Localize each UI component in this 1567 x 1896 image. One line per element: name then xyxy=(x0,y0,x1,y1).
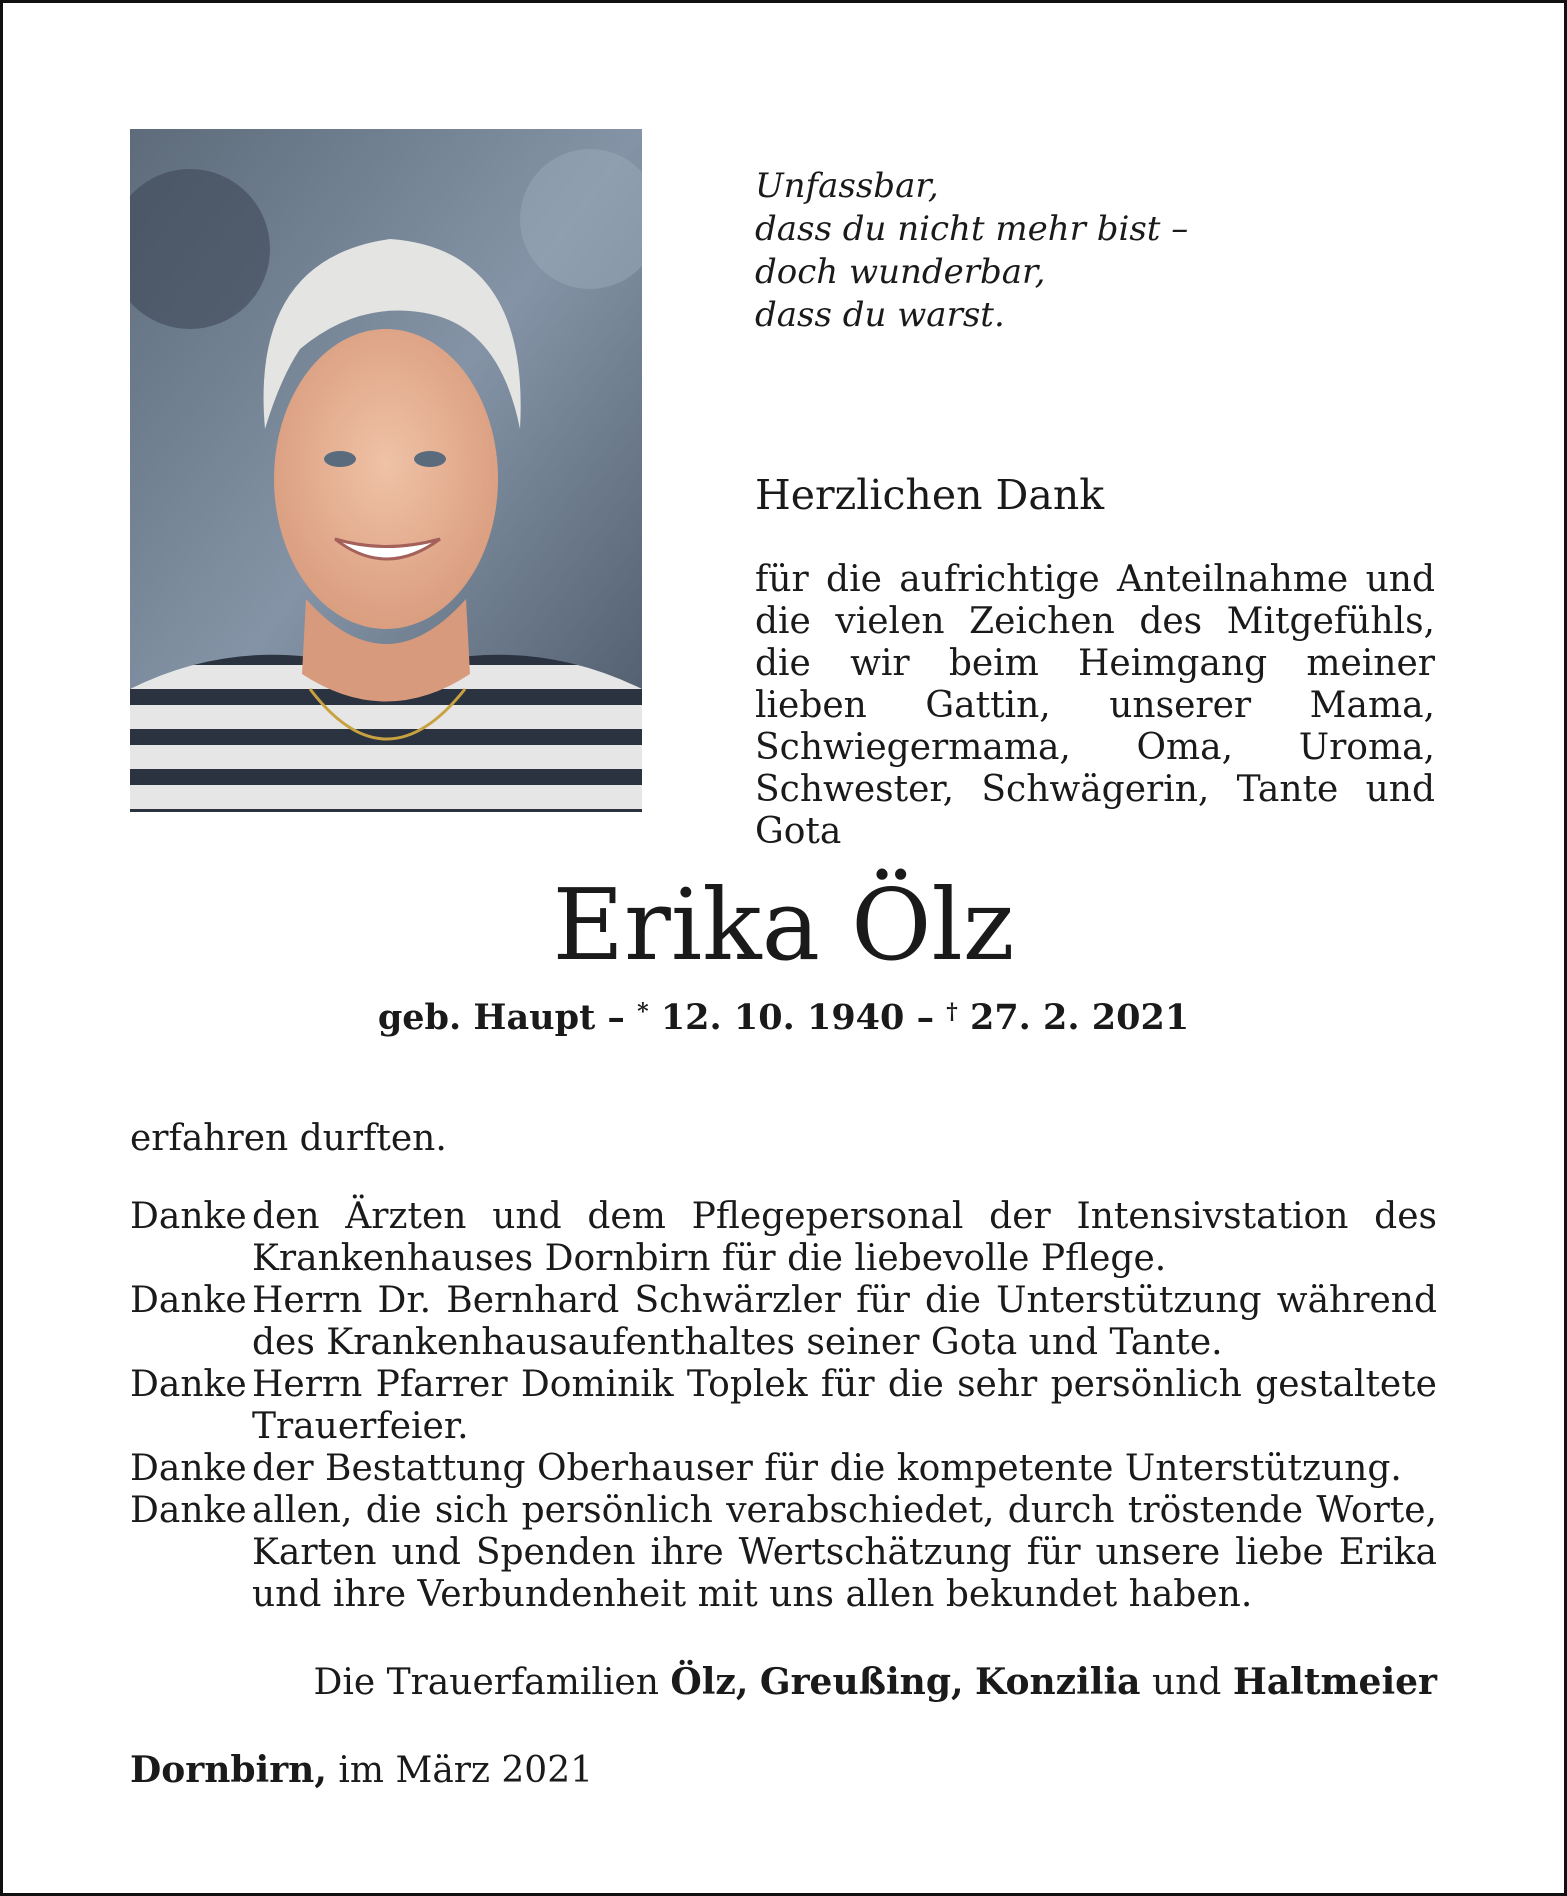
poem-line: Unfassbar, xyxy=(755,166,939,206)
maiden-name: geb. Haupt xyxy=(377,997,596,1038)
danke-text: Herrn Dr. Bernhard Schwärzler für die Unterstützung während des Krankenhausaufenthaltes seiner Gota und Tante. xyxy=(252,1280,1437,1363)
family-name: Konzilia xyxy=(975,1661,1141,1703)
danke-text: der Bestattung Oberhauser für die kompetente Unterstützung. xyxy=(252,1448,1402,1489)
continuation-text: erfahren durften. xyxy=(130,1118,447,1159)
danke-label: Danke xyxy=(130,1196,247,1237)
date-separator: – xyxy=(916,997,935,1038)
place-date: im März 2021 xyxy=(338,1750,594,1791)
poem-line: doch wunderbar, xyxy=(755,252,1046,292)
place-city: Dornbirn, xyxy=(130,1749,327,1791)
list-item xyxy=(130,1364,1437,1448)
poem-line: dass du nicht mehr bist – xyxy=(755,209,1189,249)
danke-label: Danke xyxy=(130,1364,247,1405)
birth-date: 12. 10. 1940 xyxy=(660,997,905,1038)
danke-text: den Ärzten und dem Pflegepersonal der Intensivstation des Krankenhauses Dornbirn für die liebevolle Pflege. xyxy=(252,1196,1437,1279)
birth-symbol: * xyxy=(637,999,649,1025)
list-item xyxy=(130,1490,1437,1616)
families-conjunction: und xyxy=(1151,1662,1222,1703)
thanks-intro-text: für die aufrichtige Anteilnahme und die vielen Zeichen des Mitgefühls, die wir beim Heimgang meiner lieben Gattin, unserer Mama, Schwiegermama, Oma, Uroma, Schwester, Schwägerin, Tante und Gota xyxy=(755,559,1435,852)
family-name: Ölz, xyxy=(670,1661,749,1703)
life-dates xyxy=(0,990,1567,1040)
thanks-heading: Herzlichen Dank xyxy=(755,471,1105,519)
danke-label: Danke xyxy=(130,1280,247,1321)
list-item xyxy=(130,1196,1437,1280)
place-and-date xyxy=(130,1748,593,1793)
list-item xyxy=(130,1280,1437,1364)
list-item xyxy=(130,1448,1437,1490)
thanks-list xyxy=(130,1196,1437,1616)
danke-text: Herrn Pfarrer Dominik Toplek für die sehr persönlich gestaltete Trauerfeier. xyxy=(252,1364,1437,1447)
mourning-families xyxy=(313,1660,1437,1705)
danke-label: Danke xyxy=(130,1490,247,1531)
poem xyxy=(755,165,1188,337)
death-date: 27. 2. 2021 xyxy=(969,997,1190,1038)
danke-text: allen, die sich persönlich verabschiedet, durch tröstende Worte, Karten und Spenden ihre Wertschätzung für unsere liebe Erika und ihre Verbundenheit mit uns allen bekundet haben. xyxy=(252,1490,1437,1615)
portrait-photo xyxy=(130,129,642,812)
date-separator: – xyxy=(607,997,625,1038)
poem-line: dass du warst. xyxy=(755,295,1005,335)
family-name: Haltmeier xyxy=(1232,1661,1437,1703)
deceased-name: Erika Ölz xyxy=(552,869,1015,983)
danke-label: Danke xyxy=(130,1448,247,1489)
families-prefix: Die Trauerfamilien xyxy=(313,1662,659,1703)
death-symbol: † xyxy=(946,999,958,1025)
family-name: Greußing, xyxy=(759,1661,964,1703)
